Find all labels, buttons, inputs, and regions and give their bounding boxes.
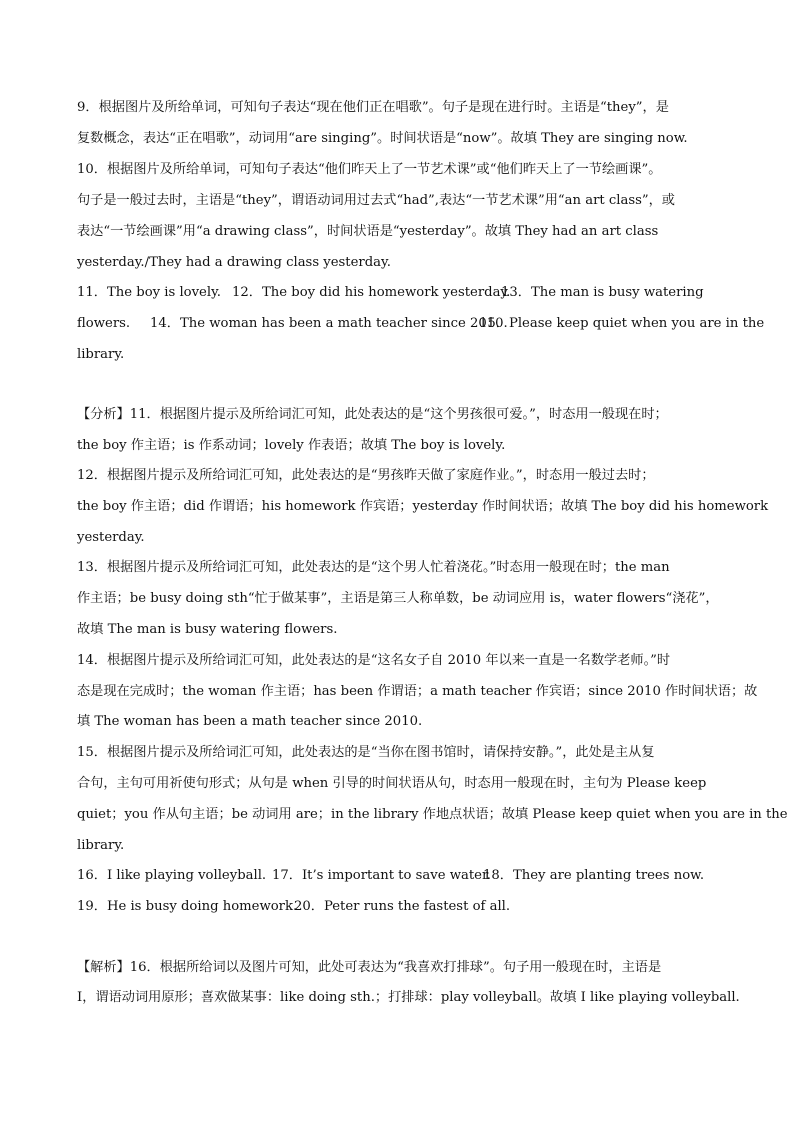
answer-12: 12．The boy did his homework yesterday. (232, 285, 511, 300)
answer-14: 14．The woman has been a math teacher since 2010. (150, 316, 508, 331)
answer-19: 19．He is busy doing homework. (77, 899, 298, 914)
explanation-16-line-2: I，谓语动词用原形；喜欢做某事：like doing sth.；打排球：play volleyball。故填 I like playing volleyball. (77, 990, 740, 1005)
analysis-12-line-2: the boy 作主语；did 作谓语；his homework 作宾语；yesterday 作时间状语；故填 The boy did his homework (77, 499, 769, 514)
answer-17: 17．It’s important to save water. (272, 868, 491, 883)
analysis-12-line-1: 12．根据图片提示及所给词汇可知，此处表达的是“男孩昨天做了家庭作业。”，时态用一般过去时； (77, 468, 655, 483)
answer-15-part-2: library. (77, 347, 125, 362)
analysis-12-line-3: yesterday. (77, 530, 145, 545)
answer-10-line-2: 句子是一般过去时，主语是“they”，谓语动词用过去式“had”,表达“一节艺术课”用“an art class”，或 (77, 193, 675, 208)
answer-13-part-2: flowers. (77, 316, 131, 331)
answer-10-line-4: yesterday./They had a drawing class yesterday. (77, 255, 391, 270)
answer-18: 18．They are planting trees now. (483, 868, 705, 883)
analysis-15-line-3: quiet；you 作从句主语；be 动词用 are；in the library 作地点状语；故填 Please keep quiet when you are in the (77, 807, 788, 822)
analysis-13-line-3: 故填 The man is busy watering flowers. (77, 622, 338, 637)
analysis-15-line-2: 合句，主句可用祈使句形式；从句是 when 引导的时间状语从句，时态用一般现在时，主句为 Please keep (77, 776, 707, 791)
analysis-14-line-2: 态是现在完成时；the woman 作主语；has been 作谓语；a math teacher 作宾语；since 2010 作时间状语；故 (77, 684, 758, 699)
answer-15-part-1: 15．Please keep quiet when you are in the (479, 316, 765, 331)
analysis-13-line-2: 作主语；be busy doing sth“忙于做某事”，主语是第三人称单数，be 动词应用 is，water flowers“浇花”， (77, 591, 719, 606)
answer-10-line-3: 表达“一节绘画课”用“a drawing class”，时间状语是“yesterday”。故填 They had an art class (77, 224, 659, 239)
analysis-14-line-3: 填 The woman has been a math teacher since 2010. (77, 714, 423, 729)
analysis-15-line-1: 15．根据图片提示及所给词汇可知，此处表达的是“当你在图书馆时，请保持安静。”，此处是主从复 (77, 745, 655, 760)
analysis-11-line-2: the boy 作主语；is 作系动词；lovely 作表语；故填 The boy is lovely. (77, 438, 506, 453)
analysis-14-line-1: 14．根据图片提示及所给词汇可知，此处表达的是“这名女子自 2010 年以来一直是一名数学老师。”时 (77, 653, 671, 668)
answer-9-line-2: 复数概念，表达“正在唱歌”，动词用“are singing”。时间状语是“now”。故填 They are singing now. (77, 131, 688, 146)
answer-9-line-1: 9．根据图片及所给单词，可知句子表达“现在他们正在唱歌”。句子是现在进行时。主语是“they”，是 (77, 100, 669, 115)
answer-16: 16．I like playing volleyball. (77, 868, 267, 883)
answer-11: 11．The boy is lovely. (77, 285, 221, 300)
answer-20: 20．Peter runs the fastest of all. (294, 899, 511, 914)
answer-10-line-1: 10．根据图片及所给单词，可知句子表达“他们昨天上了一节艺术课”或“他们昨天上了一节绘画课”。 (77, 162, 662, 177)
analysis-15-line-4: library. (77, 838, 125, 853)
answer-13-part-1: 13．The man is busy watering (501, 285, 704, 300)
explanation-16-line-1: 【解析】16．根据所给词以及图片可知，此处可表达为“我喜欢打排球”。句子用一般现在时，主语是 (77, 960, 662, 975)
analysis-11-line-1: 【分析】11．根据图片提示及所给词汇可知，此处表达的是“这个男孩很可爱。”，时态用一般现在时； (77, 407, 668, 422)
analysis-13-line-1: 13．根据图片提示及所给词汇可知，此处表达的是“这个男人忙着浇花。”时态用一般现在时；the man (77, 560, 670, 575)
